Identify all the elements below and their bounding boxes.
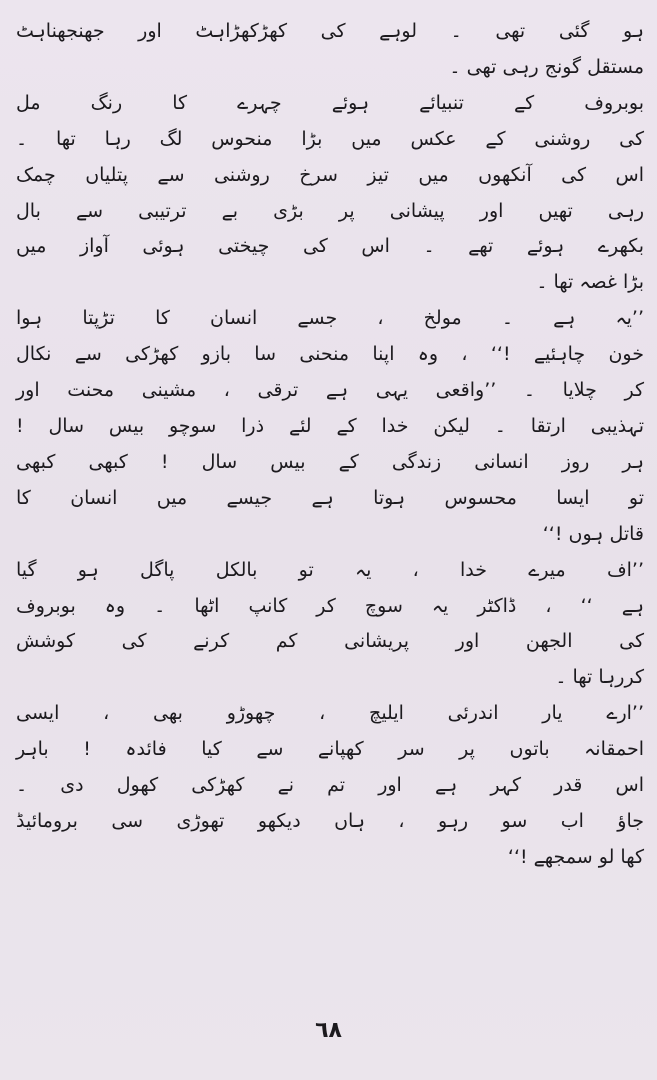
text-line: احمقانہ باتوں پر سر کھپانے سے کیا فائدہ ! باہر (16, 738, 644, 761)
text-line: کررہا تھا ۔ (555, 666, 644, 689)
text-line: ’’ارے یار اندرئی ایلیچ ، چھوڑو بھی ، ایسی (16, 702, 644, 725)
text-line: قاتل ہوں !‘‘ (542, 522, 644, 545)
text-line: کی الجھن اور پریشانی کم کرنے کی کوشش (16, 630, 644, 653)
text-line: بکھرے ہوئے تھے ۔ اس کی چیختی ہوئی آواز میں (16, 235, 644, 258)
text-line: مستقل گونج رہی تھی ۔ (449, 55, 644, 78)
text-line: ’’یہ ہے ۔ مولخ ، جسے انسان کا تڑپتا ہوا (16, 307, 644, 330)
text-line: بوبروف کے تنبیائے ہوئے چہرے کا رنگ مل (16, 91, 644, 114)
text-line: ’’اف میرے خدا ، یہ تو بالکل پاگل ہو گیا (16, 558, 644, 581)
page-number: ٦٨ (315, 1018, 342, 1043)
body-text (16, 14, 644, 876)
text-line: تو ایسا محسوس ہوتا ہے جیسے میں انسان کا (16, 486, 644, 509)
text-line: خون چاہئیے !‘‘ ، وہ اپنا منحنی سا بازو کھڑکی سے نکال (16, 343, 644, 366)
text-line: رہی تھیں اور پیشانی پر بڑی بے ترتیبی سے بال (16, 199, 644, 222)
text-line: ہو گئی تھی ۔ لوہے کی کھڑکھڑاہٹ اور جھنجھناہٹ (16, 20, 644, 42)
text-line: ہر روز انسانی زندگی کے بیس سال ! کبھی کبھی (16, 450, 644, 473)
text-line: ہے ‘‘ ، ڈاکٹر یہ سوچ کر کانپ اٹھا ۔ وہ بوبروف (16, 594, 644, 617)
text-line: اس کی آنکھوں میں تیز سرخ روشنی سے پتلیاں چمک (16, 163, 644, 186)
text-line: بڑا غصہ تھا ۔ (536, 271, 644, 294)
text-line: کر چلایا ۔ ’’واقعی یہی ہے ترقی ، مشینی محنت اور (16, 379, 644, 402)
text-line: اس قدر کہر ہے اور تم نے کھڑکی کھول دی ۔ (16, 774, 644, 797)
text-line: کی روشنی کے عکس میں بڑا منحوس لگ رہا تھا ۔ (16, 127, 644, 150)
text-line: کھا لو سمجھے !‘‘ (507, 845, 644, 868)
text-line: تہذیبی ارتقا ۔ لیکن خدا کے لئے ذرا سوچو بیس سال ! (16, 414, 644, 437)
text-line: جاؤ اب سو رہو ، ہاں دیکھو تھوڑی سی برومائیڈ (16, 809, 644, 832)
